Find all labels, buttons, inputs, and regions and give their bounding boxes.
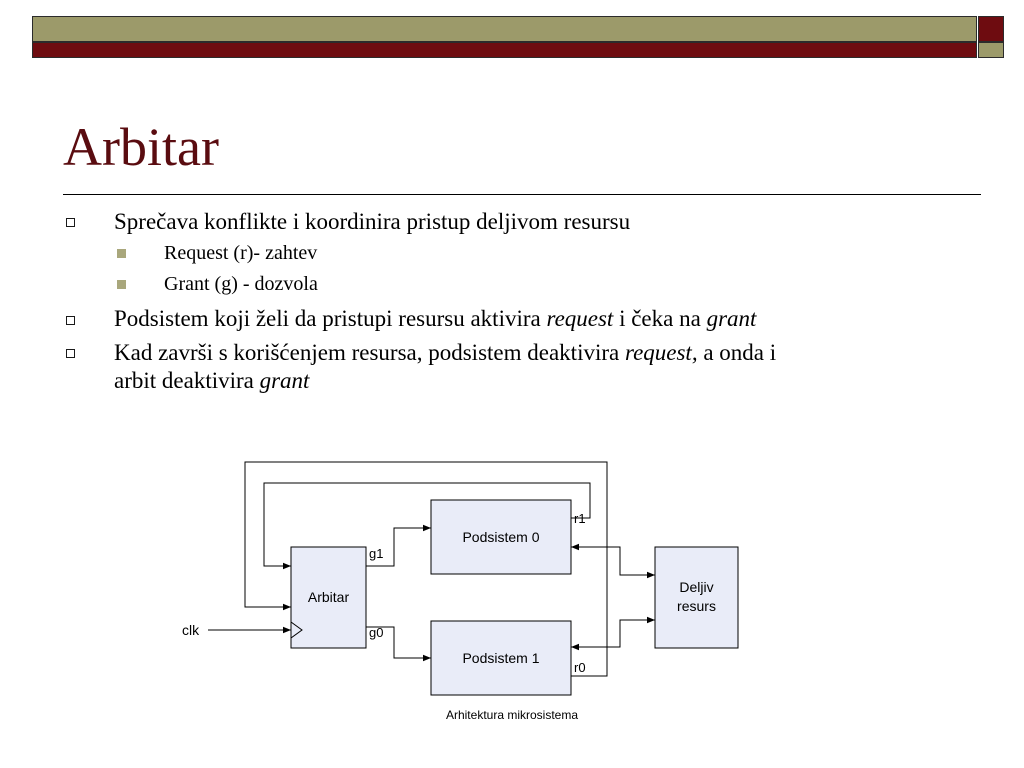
- r1-label: r1: [574, 511, 586, 526]
- sub-bullet-grant: Grant (g) - dozvola: [164, 273, 318, 295]
- arbiter-label: Arbitar: [307, 589, 350, 605]
- r0-label: r0: [574, 660, 586, 675]
- bullet-1-text: Sprečava konflikte i koordinira pristup deljivom resursu: [114, 209, 631, 234]
- wire-subsystem0-resource: [571, 547, 655, 575]
- resource-label-line1: Deljiv: [679, 579, 714, 595]
- bullet-2-text: Podsistem koji želi da pristupi resursu aktivira request i čeka na grant: [114, 306, 757, 331]
- g1-label: g1: [369, 546, 384, 561]
- bullet-3-text: Kad završi s korišćenjem resursa, podsistem deaktivira request, a onda i arbit deaktivira grant: [114, 340, 777, 393]
- wire-subsystem1-resource: [571, 620, 655, 647]
- resource-label-line2: resurs: [677, 598, 716, 614]
- g0-label: g0: [369, 625, 384, 640]
- sub-bullet-request: Request (r)- zahtev: [164, 242, 318, 264]
- subsystem-0-label: Podsistem 0: [462, 529, 540, 545]
- diagram-caption: Arhitektura mikrosistema: [445, 708, 579, 722]
- clk-label: clk: [182, 622, 200, 638]
- slide-title: Arbitar: [63, 117, 219, 177]
- subsystem-1-label: Podsistem 1: [462, 650, 540, 666]
